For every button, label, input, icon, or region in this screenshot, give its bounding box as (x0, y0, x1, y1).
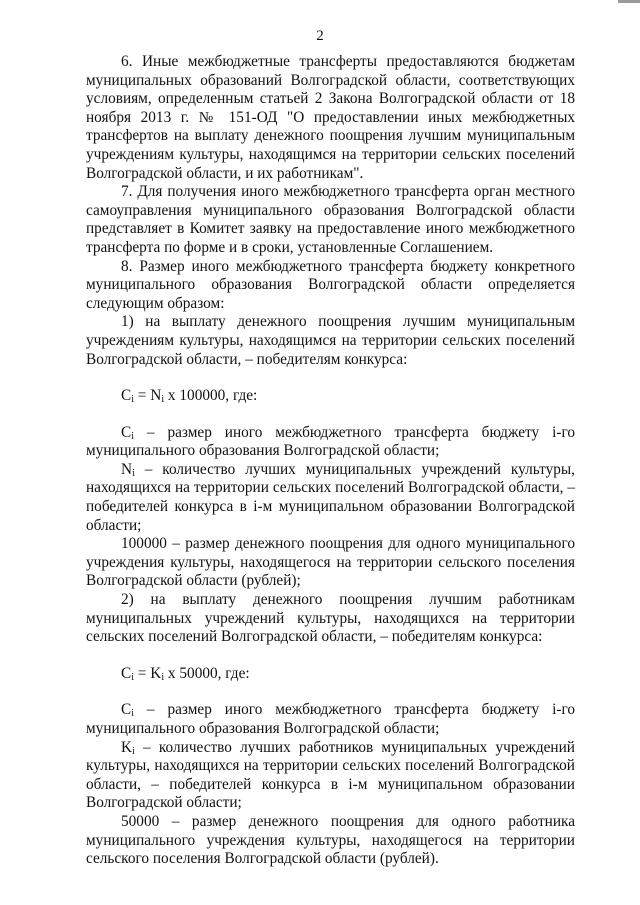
formula-2-c-definition (86, 701, 575, 738)
formula-2-amount-definition: 50000 – размер денежного поощрения для одного работника муниципального учреждения культуры, находящегося на территории сельского поселения Волгоградской области (рублей). (86, 812, 575, 868)
formula-1-def-n-subscript: i (132, 467, 135, 479)
formula-1-def-c-subscript: i (131, 430, 134, 442)
paragraph-7: 7. Для получения иного межбюджетного трансферта орган местного самоуправления муниципального образования Волгоградской области представляет в Комитет заявку на предоставление иного межбюджетного трансферта по форме и в сроки, установленные Соглашением. (86, 183, 575, 256)
formula-1 (86, 387, 575, 406)
paragraph-6: 6. Иные межбюджетные трансферты предоставляются бюджетам муниципальных образований Волгоградской области, соответствующих условиям, определенным статьей 2 Закона Волгоградской области от 18 ноября 2013 г. № 151-ОД "О предоставлении иных межбюджетных трансфертов на выплату денежного поощрения лучшим муниципальным учреждениям культуры, находящимся на территории сельских поселений Волгоградской области, и их работникам". (86, 53, 575, 182)
formula-1-n: N (150, 387, 162, 405)
formula-2-rest: x 50000, где: (164, 664, 250, 682)
formula-2-k-definition (86, 739, 575, 813)
formula-1-equals: = (133, 387, 151, 405)
formula-1-c-subscript: i (131, 394, 134, 406)
formula-2-def-c-subscript: i (131, 708, 134, 720)
formula-2-def-k: K (121, 738, 133, 756)
formula-2-def-k-subscript: i (132, 745, 135, 757)
formula-2-def-c-text: – размер иного межбюджетного трансферта бюджету i-го муниципального образования Волгоградской области; (86, 701, 575, 737)
formula-1-def-n: N (121, 460, 133, 478)
formula-1-def-n-text: – количество лучших муниципальных учреждений культуры, находящихся на территории сельских поселений Волгоградской области, – победителей конкурса в i-м муниципальном образовании Волгоградской области; (86, 460, 575, 534)
formula-1-def-c-text: – размер иного межбюджетного трансферта бюджету i-го муниципального образования Волгоградской области; (86, 423, 575, 460)
formula-1-def-c: C (121, 423, 132, 441)
formula-2-def-c: C (121, 701, 132, 719)
formula-1-c: C (121, 387, 132, 405)
page-number: 2 (316, 28, 324, 44)
paragraph-8-item-2: 2) на выплату денежного поощрения лучшим работникам муниципальных учреждений культуры, находящихся на территории сельских поселений Волгоградской области, – победителям конкурса: (86, 591, 575, 646)
document-body (86, 53, 575, 869)
formula-1-amount-definition: 100000 – размер денежного поощрения для одного муниципального учреждения культуры, находящегося на территории сельского поселения Волгоградской области (рублей); (86, 535, 575, 590)
formula-1-n-subscript: i (161, 394, 165, 406)
formula-2-def-k-text: – количество лучших работников муниципальных учреждений культуры, находящихся на территории сельских поселений Волгоградской области, – победителей конкурса в i-м муниципальном образовании Волгоградской области; (86, 738, 575, 812)
formula-1-rest: x 100000, где: (164, 387, 258, 405)
paragraph-8: 8. Размер иного межбюджетного трансферта бюджету конкретного муниципального образования Волгоградской области определяется следующим образом: (86, 257, 575, 312)
formula-2-k-subscript: i (161, 671, 165, 683)
formula-2-k: K (150, 664, 162, 682)
formula-2-c-subscript: i (131, 671, 134, 683)
formula-2-c: C (121, 664, 132, 682)
paragraph-8-item-1: 1) на выплату денежного поощрения лучшим муниципальным учреждениям культуры, находящимся на территории сельских поселений Волгоградской области, – победителям конкурса: (86, 313, 575, 368)
formula-1-n-definition (86, 461, 575, 535)
formula-2-equals: = (133, 664, 151, 682)
scan-edge-mark (618, 0, 640, 3)
formula-1-c-definition (86, 424, 575, 461)
formula-2 (86, 665, 575, 684)
